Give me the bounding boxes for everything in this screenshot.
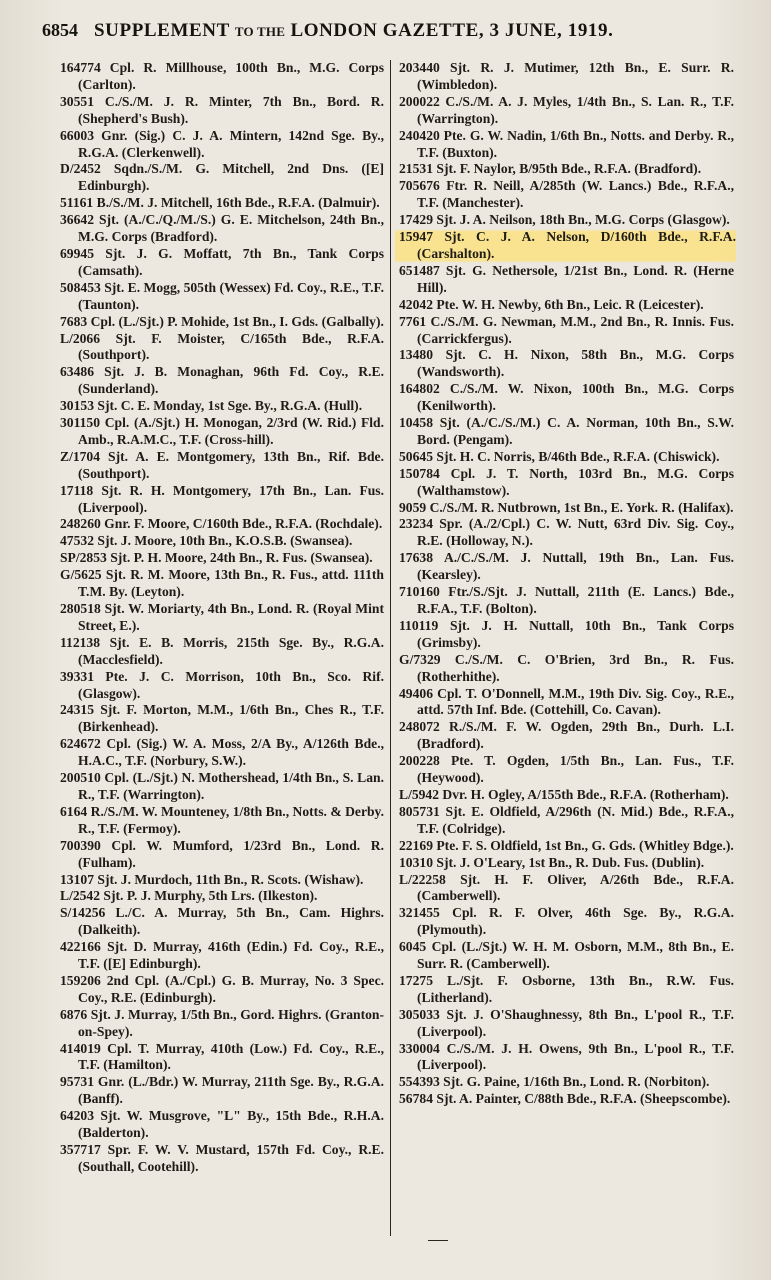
list-item: 17638 A./C./S./M. J. Nuttall, 19th Bn., Lan. Fus. (Kearsley). xyxy=(399,550,734,583)
highlighted-entry: 15947 Sjt. C. J. A. Nelson, D/160th Bde., R.F.A. (Carshalton). xyxy=(395,229,736,263)
list-item: 200228 Pte. T. Ogden, 1/5th Bn., Lan. Fus., T.F. (Heywood). xyxy=(399,753,734,786)
list-item: L/22258 Sjt. H. F. Oliver, A/26th Bde., R.F.A. (Camberwell). xyxy=(399,871,734,904)
list-item: 7761 C./S./M. G. Newman, M.M., 2nd Bn., R. Innis. Fus. (Carrickfergus). xyxy=(399,313,734,346)
list-item: 554393 Sjt. G. Paine, 1/16th Bn., Lond. R. (Norbiton). xyxy=(399,1074,710,1090)
list-item: 51161 B./S./M. J. Mitchell, 16th Bde., R.F.A. (Dalmuir). xyxy=(60,195,380,211)
list-item: 248072 R./S./M. F. W. Ogden, 29th Bn., Durh. L.I. (Bradford). xyxy=(399,719,734,752)
list-item: 95731 Gnr. (L./Bdr.) W. Murray, 211th Sge. By., R.G.A. (Banff). xyxy=(60,1074,384,1107)
list-item: 6876 Sjt. J. Murray, 1/5th Bn., Gord. Highrs. (Granton-on-Spey). xyxy=(60,1006,384,1039)
list-item: 10310 Sjt. J. O'Leary, 1st Bn., R. Dub. Fus. (Dublin). xyxy=(399,854,705,870)
list-item: 248260 Gnr. F. Moore, C/160th Bde., R.F.A. (Rochdale). xyxy=(60,516,383,532)
list-item: 357717 Spr. F. W. V. Mustard, 157th Fd. Coy., R.E. (Southall, Cootehill). xyxy=(60,1142,384,1174)
list-item: 23234 Spr. (A./2/Cpl.) C. W. Nutt, 63rd Div. Sig. Coy., R.E. (Holloway, N.). xyxy=(399,516,734,549)
list-item: L/5942 Dvr. H. Ogley, A/155th Bde., R.F.A. (Rotherham). xyxy=(399,786,729,802)
list-item: 64203 Sjt. W. Musgrove, "L" By., 15th Bde., R.H.A. (Balderton). xyxy=(60,1108,384,1141)
page-title xyxy=(94,20,613,42)
title-gazette-date: LONDON GAZETTE, 3 JUNE, 1919. xyxy=(290,20,614,41)
list-item: 7683 Cpl. (L./Sjt.) P. Mohide, 1st Bn., I. Gds. (Galbally). xyxy=(60,313,384,329)
list-item: 305033 Sjt. J. O'Shaughnessy, 8th Bn., L'pool R., T.F. (Liverpool). xyxy=(399,1006,734,1039)
list-item: 159206 2nd Cpl. (A./Cpl.) G. B. Murray, No. 3 Spec. Coy., R.E. (Edinburgh). xyxy=(60,972,384,1005)
page-number: 6854 xyxy=(42,20,78,40)
list-item: 203440 Sjt. R. J. Mutimer, 12th Bn., E. Surr. R. (Wimbledon). xyxy=(399,60,734,92)
list-item: 30551 C./S./M. J. R. Minter, 7th Bn., Bord. R. (Shepherd's Bush). xyxy=(60,93,384,126)
list-item: 17275 L./Sjt. F. Osborne, 13th Bn., R.W. Fus. (Litherland). xyxy=(399,972,734,1005)
list-item: 69945 Sjt. J. G. Moffatt, 7th Bn., Tank Corps (Camsath). xyxy=(60,245,384,278)
list-item: 66003 Gnr. (Sig.) C. J. A. Mintern, 142nd Sge. By., R.G.A. (Clerkenwell). xyxy=(60,127,384,160)
list-item: 280518 Sjt. W. Moriarty, 4th Bn., Lond. R. (Royal Mint Street, E.). xyxy=(60,601,384,633)
list-item: SP/2853 Sjt. P. H. Moore, 24th Bn., R. Fus. (Swansea). xyxy=(60,550,373,566)
title-to-the: TO THE xyxy=(234,24,286,39)
list-item: 17429 Sjt. J. A. Neilson, 18th Bn., M.G. Corps (Glasgow). xyxy=(399,212,730,228)
list-item: S/14256 L./C. A. Murray, 5th Bn., Cam. Highrs. (Dalkeith). xyxy=(60,905,384,938)
left-column xyxy=(60,60,390,1236)
list-item: 13107 Sjt. J. Murdoch, 11th Bn., R. Scots. (Wishaw). xyxy=(60,871,364,887)
list-item: 700390 Cpl. W. Mumford, 1/23rd Bn., Lond. R. (Fulham). xyxy=(60,837,384,870)
list-item: 24315 Sjt. F. Morton, M.M., 1/6th Bn., Ches R., T.F. (Birkenhead). xyxy=(60,702,384,735)
list-item: 164774 Cpl. R. Millhouse, 100th Bn., M.G. Corps (Carlton). xyxy=(60,60,384,92)
page-header xyxy=(22,20,753,56)
list-item: L/2066 Sjt. F. Moister, C/165th Bde., R.F.A. (Southport). xyxy=(60,330,384,363)
list-item: 330004 C./S./M. J. H. Owens, 9th Bn., L'pool R., T.F. (Liverpool). xyxy=(399,1040,734,1073)
list-item: 6164 R./S./M. W. Mounteney, 1/8th Bn., Notts. & Derby. R., T.F. (Fermoy). xyxy=(60,803,384,836)
list-item: 47532 Sjt. J. Moore, 10th Bn., K.O.S.B. (Swansea). xyxy=(60,533,353,549)
list-item: 240420 Pte. G. W. Nadin, 1/6th Bn., Notts. and Derby. R., T.F. (Buxton). xyxy=(399,127,734,160)
list-item: 805731 Sjt. E. Oldfield, A/296th (N. Mid.) Bde., R.F.A., T.F. (Colridge). xyxy=(399,803,734,836)
list-item: 42042 Pte. W. H. Newby, 6th Bn., Leic. R (Leicester). xyxy=(399,296,704,312)
list-item: 301150 Cpl. (A./Sjt.) H. Monogan, 2/3rd (W. Rid.) Fld. Amb., R.A.M.C., T.F. (Cross-hill). xyxy=(60,415,384,447)
list-item: 164802 C./S./M. W. Nixon, 100th Bn., M.G. Corps (Kenilworth). xyxy=(399,381,734,414)
list-item: 710160 Ftr./S./Sjt. J. Nuttall, 211th (E. Lancs.) Bde., R.F.A., T.F. (Bolton). xyxy=(399,584,734,616)
list-item: 13480 Sjt. C. H. Nixon, 58th Bn., M.G. Corps (Wandsworth). xyxy=(399,347,734,380)
list-item: 63486 Sjt. J. B. Monaghan, 96th Fd. Coy., R.E. (Sunderland). xyxy=(60,364,384,397)
list-item: 651487 Sjt. G. Nethersole, 1/21st Bn., Lond. R. (Herne Hill). xyxy=(399,262,734,295)
list-item: Z/1704 Sjt. A. E. Montgomery, 13th Bn., Rif. Bde. (Southport). xyxy=(60,448,384,481)
list-item: 49406 Cpl. T. O'Donnell, M.M., 19th Div. Sig. Coy., R.E., attd. 57th Inf. Bde. (Cottehill, Co. Cavan). xyxy=(399,685,734,718)
list-item: 39331 Pte. J. C. Morrison, 10th Bn., Sco. Rif. (Glasgow). xyxy=(60,668,384,701)
list-item: 150784 Cpl. J. T. North, 103rd Bn., M.G. Corps (Walthamstow). xyxy=(399,465,734,498)
list-item: 56784 Sjt. A. Painter, C/88th Bde., R.F.A. (Sheepscombe). xyxy=(399,1091,731,1107)
list-item: 705676 Ftr. R. Neill, A/285th (W. Lancs.) Bde., R.F.A., T.F. (Manchester). xyxy=(399,178,734,211)
list-item: 321455 Cpl. R. F. Olver, 46th Sge. By., R.G.A. (Plymouth). xyxy=(399,905,734,938)
list-item: 624672 Cpl. (Sig.) W. A. Moss, 2/A By., A/126th Bde., H.A.C., T.F. (Norbury, S.W.). xyxy=(60,736,384,769)
list-item: D/2452 Sqdn./S./M. G. Mitchell, 2nd Dns. ([E] Edinburgh). xyxy=(60,161,384,194)
list-item: G/7329 C./S./M. C. O'Brien, 3rd Bn., R. Fus. (Rotherhithe). xyxy=(399,651,734,684)
list-item: 21531 Sjt. F. Naylor, B/95th Bde., R.F.A. (Bradford). xyxy=(399,161,702,177)
list-item: G/5625 Sjt. R. M. Moore, 13th Bn., R. Fus., attd. 111th T.M. By. (Leyton). xyxy=(60,567,384,600)
list-item: 110119 Sjt. J. H. Nuttall, 10th Bn., Tank Corps (Grimsby). xyxy=(399,617,734,650)
list-item: 422166 Sjt. D. Murray, 416th (Edin.) Fd. Coy., R.E., T.F. ([E] Edinburgh). xyxy=(60,939,384,972)
list-item: 22169 Pte. F. S. Oldfield, 1st Bn., G. Gds. (Whitley Bdge.). xyxy=(399,837,734,853)
list-item: L/2542 Sjt. P. J. Murphy, 5th Lrs. (Ilkeston). xyxy=(60,888,318,904)
list-item: 9059 C./S./M. R. Nutbrown, 1st Bn., E. York. R. (Halifax). xyxy=(399,499,734,515)
right-column xyxy=(391,60,734,1236)
list-item: 10458 Sjt. (A./C./S./M.) C. A. Norman, 10th Bn., S.W. Bord. (Pengam). xyxy=(399,415,734,447)
list-item: 508453 Sjt. E. Mogg, 505th (Wessex) Fd. Coy., R.E., T.F. (Taunton). xyxy=(60,279,384,312)
list-item: 414019 Cpl. T. Murray, 410th (Low.) Fd. Coy., R.E., T.F. (Hamilton). xyxy=(60,1040,384,1073)
list-item: 17118 Sjt. R. H. Montgomery, 17th Bn., Lan. Fus. (Liverpool). xyxy=(60,482,384,515)
list-item: 36642 Sjt. (A./C./Q./M./S.) G. E. Mitchelson, 24th Bn., M.G. Corps (Bradford). xyxy=(60,212,384,245)
list-item: 30153 Sjt. C. E. Monday, 1st Sge. By., R.G.A. (Hull). xyxy=(60,398,363,414)
list-item: 6045 Cpl. (L./Sjt.) W. H. M. Osborn, M.M., 8th Bn., E. Surr. R. (Camberwell). xyxy=(399,939,734,972)
list-item: 112138 Sjt. E. B. Morris, 215th Sge. By., R.G.A. (Macclesfield). xyxy=(60,634,384,667)
list-item: 200510 Cpl. (L./Sjt.) N. Mothershead, 1/4th Bn., S. Lan. R., T.F. (Warrington). xyxy=(60,770,384,802)
entries-columns xyxy=(60,60,735,1236)
footer-rule xyxy=(428,1240,448,1241)
title-supplement: SUPPLEMENT xyxy=(94,20,230,41)
list-item: 50645 Sjt. H. C. Norris, B/46th Bde., R.F.A. (Chiswick). xyxy=(399,448,720,464)
list-item: 200022 C./S./M. A. J. Myles, 1/4th Bn., S. Lan. R., T.F. (Warrington). xyxy=(399,93,734,126)
